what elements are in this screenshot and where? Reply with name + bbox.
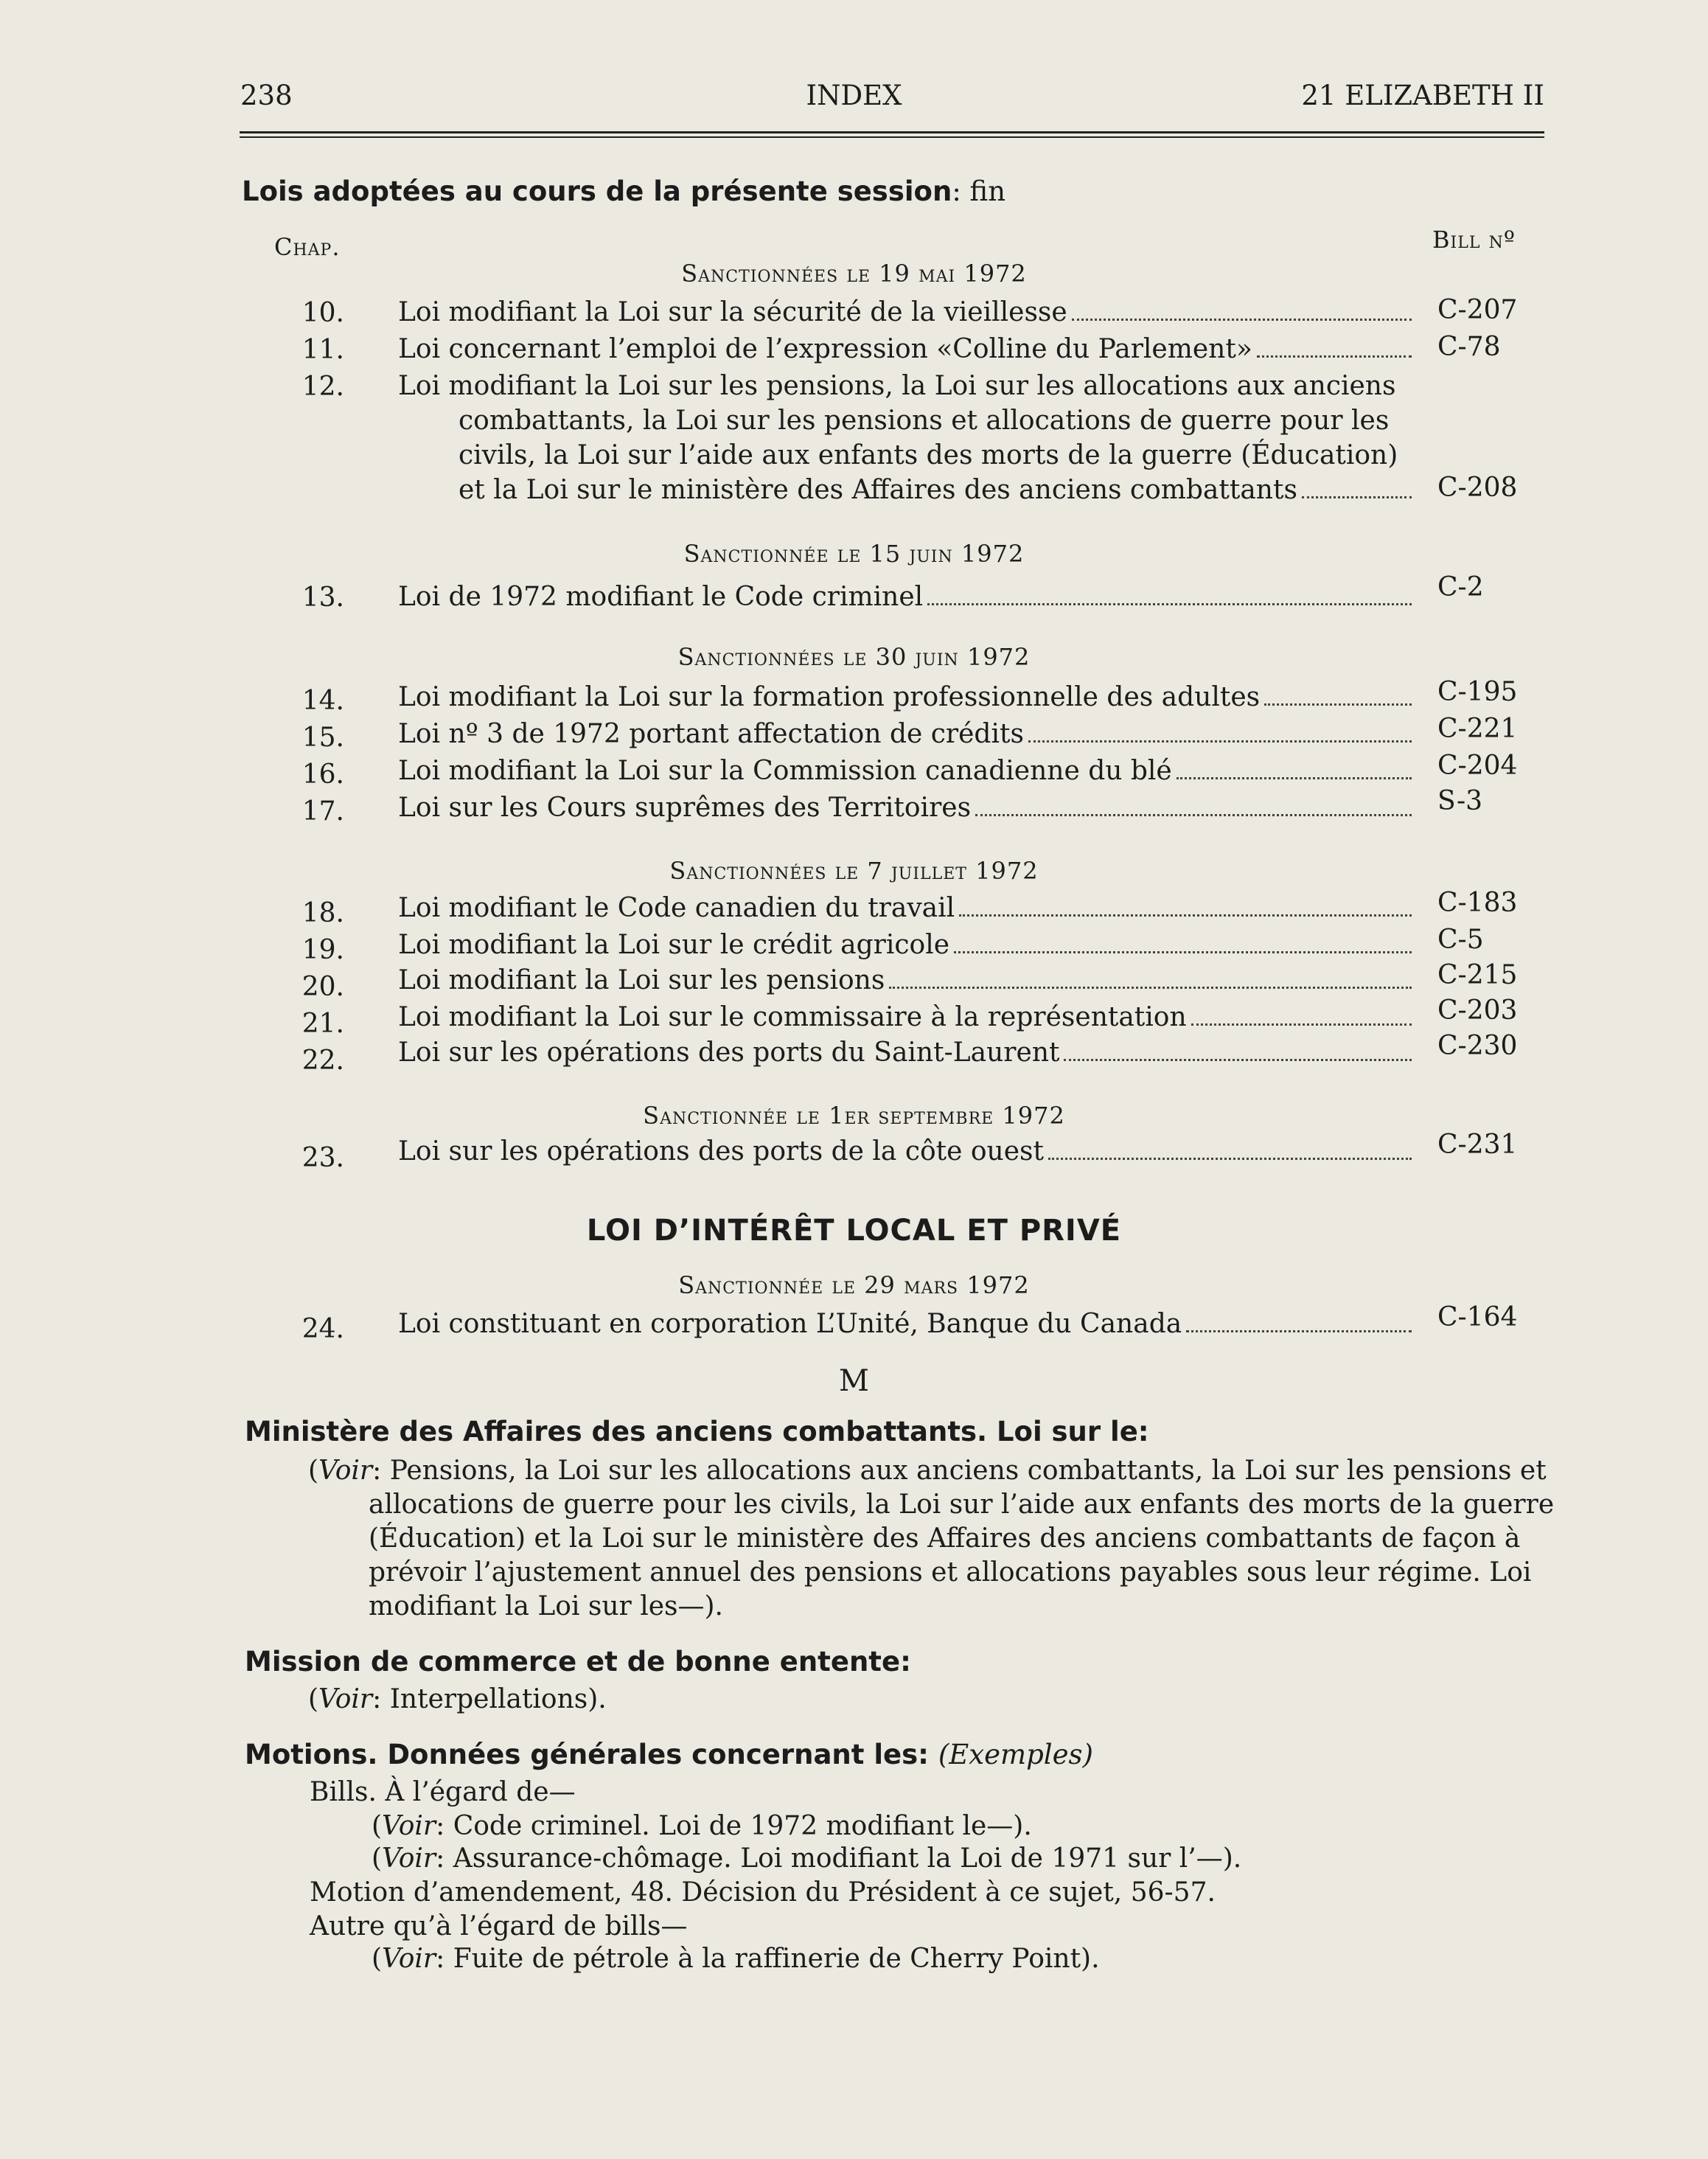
chapter-number: 21. bbox=[301, 1009, 344, 1039]
act-entry bbox=[398, 1000, 1419, 1035]
bill-number: C-215 bbox=[1437, 960, 1518, 990]
group-title: Sanctionnée le 29 mars 1972 bbox=[678, 1271, 1030, 1299]
voir-label: Voir bbox=[382, 1843, 436, 1874]
leader-dots bbox=[975, 814, 1412, 816]
leader-dots bbox=[1064, 1059, 1412, 1061]
reference-text: (Éducation) et la Loi sur le ministère des Affaires des anciens combattants de façon à bbox=[369, 1523, 1521, 1554]
act-title: Loi modifiant la Loi sur les pensions bbox=[398, 965, 885, 995]
chapter-number: 24. bbox=[301, 1314, 344, 1344]
bill-number: C-230 bbox=[1437, 1031, 1518, 1061]
bill-number: C-164 bbox=[1437, 1302, 1518, 1332]
leader-dots bbox=[1257, 355, 1412, 358]
act-title-line: combattants, la Loi sur les pensions et allocations de guerre pour les bbox=[459, 406, 1390, 436]
bill-number: C-195 bbox=[1437, 677, 1518, 707]
act-entry bbox=[398, 680, 1419, 715]
index-heading: Ministère des Affaires des anciens combattants. Loi sur le: bbox=[245, 1416, 1149, 1447]
chapter-number: 15. bbox=[301, 723, 344, 753]
leader-dots bbox=[889, 987, 1412, 989]
act-title: Loi sur les opérations des ports du Saint-Laurent bbox=[398, 1037, 1060, 1068]
section-heading-text: Lois adoptées au cours de la présente session bbox=[242, 175, 952, 207]
bill-number: C-207 bbox=[1437, 295, 1518, 325]
leader-dots bbox=[954, 951, 1412, 953]
page-number: 238 bbox=[240, 80, 293, 111]
act-entry bbox=[398, 332, 1419, 366]
act-entry bbox=[398, 717, 1419, 751]
leader-dots bbox=[1186, 1330, 1412, 1332]
reference-text: : Pensions, la Loi sur les allocations aux anciens combattants, la Loi sur les pensions et bbox=[372, 1456, 1547, 1486]
bill-number: C-5 bbox=[1437, 925, 1484, 955]
see-reference: (Voir: Assurance-chômage. Loi modifiant la Loi de 1971 sur l’—). bbox=[372, 1843, 1242, 1874]
index-heading bbox=[245, 1739, 1093, 1770]
act-entry bbox=[398, 891, 1419, 925]
chapter-number: 23. bbox=[301, 1143, 344, 1173]
act-entry bbox=[398, 928, 1419, 962]
act-entry bbox=[398, 369, 1419, 507]
section-heading bbox=[242, 175, 1005, 207]
chapter-number: 10. bbox=[301, 298, 344, 328]
column-header-bill: Bill nº bbox=[1432, 226, 1516, 254]
chapter-number: 22. bbox=[301, 1046, 344, 1076]
group-title: Sanctionnée le 1er septembre 1972 bbox=[643, 1102, 1065, 1130]
leader-dots bbox=[1028, 740, 1412, 743]
bill-number: C-231 bbox=[1437, 1130, 1518, 1160]
leader-dots bbox=[1048, 1158, 1412, 1160]
running-volume: 21 ELIZABETH II bbox=[1301, 80, 1544, 111]
leader-dots bbox=[927, 603, 1412, 605]
bill-number: C-183 bbox=[1437, 888, 1518, 918]
bill-number: C-221 bbox=[1437, 714, 1518, 744]
see-reference: (Voir: Pensions, la Loi sur les allocations aux anciens combattants, la Loi sur les pensions et allocations de guerre pour les civils, la Loi sur l’aide aux enfants des morts de la guerre (Éducation) et la Loi sur le ministère des Affaires des anciens combattants de façon à prévoir l’ajustement annuel des pensions et allocations payables sous leur régime. Loi modifiant la Loi sur les—). bbox=[308, 1454, 1561, 1624]
bill-number: C-208 bbox=[1437, 473, 1518, 503]
leader-dots bbox=[1264, 703, 1412, 706]
chapter-number: 19. bbox=[301, 935, 344, 965]
act-title-line: et la Loi sur le ministère des Affaires des anciens combattants bbox=[459, 475, 1297, 505]
motions-heading-text: Motions. Données générales concernant les: bbox=[245, 1739, 929, 1770]
chapter-number: 16. bbox=[301, 759, 344, 790]
act-entry bbox=[398, 790, 1419, 825]
act-title: Loi sur les Cours suprêmes des Territoires bbox=[398, 793, 972, 823]
act-title: Loi modifiant la Loi sur le commissaire à la représentation bbox=[398, 1002, 1187, 1032]
chapter-number: 20. bbox=[301, 972, 344, 1002]
act-title: Loi modifiant la Loi sur le crédit agricole bbox=[398, 930, 950, 960]
sub-entry: Autre qu’à l’égard de bills— bbox=[310, 1911, 688, 1941]
index-letter: M bbox=[839, 1364, 869, 1398]
voir-label: Voir bbox=[318, 1684, 373, 1714]
act-title: Loi sur les opérations des ports de la côte ouest bbox=[398, 1136, 1044, 1167]
act-title: Loi modifiant la Loi sur la formation professionnelle des adultes bbox=[398, 682, 1261, 712]
act-title: Loi de 1972 modifiant le Code criminel bbox=[398, 582, 924, 612]
bill-number: C-204 bbox=[1437, 751, 1518, 781]
reference-text: : Fuite de pétrole à la raffinerie de Cherry Point). bbox=[436, 1944, 1100, 1974]
act-entry bbox=[398, 1134, 1419, 1169]
sub-entry: Motion d’amendement, 48. Décision du Président à ce sujet, 56-57. bbox=[310, 1877, 1216, 1908]
leader-dots bbox=[1177, 777, 1412, 779]
chapter-number: 11. bbox=[301, 335, 344, 365]
group-title: Sanctionnée le 15 juin 1972 bbox=[683, 540, 1025, 568]
leader-dots bbox=[959, 914, 1412, 917]
bill-number: S-3 bbox=[1437, 786, 1483, 816]
voir-label: Voir bbox=[382, 1944, 436, 1974]
chapter-number: 17. bbox=[301, 796, 344, 827]
group-title: Sanctionnées le 30 juin 1972 bbox=[677, 643, 1031, 671]
voir-label: Voir bbox=[382, 1811, 436, 1841]
bill-number: C-203 bbox=[1437, 995, 1518, 1026]
chapter-number: 12. bbox=[301, 372, 344, 402]
motions-heading-suffix: (Exemples) bbox=[938, 1739, 1093, 1770]
section-heading-cont: : fin bbox=[952, 175, 1006, 207]
reference-text: : Assurance-chômage. Loi modifiant la Loi de 1971 sur l’—). bbox=[436, 1843, 1242, 1874]
bill-number: C-2 bbox=[1437, 572, 1484, 602]
index-heading: Mission de commerce et de bonne entente: bbox=[245, 1646, 911, 1678]
leader-dots bbox=[1191, 1023, 1412, 1026]
act-title: Loi concernant l’emploi de l’expression «Colline du Parlement» bbox=[398, 334, 1252, 364]
reference-text: prévoir l’ajustement annuel des pensions et allocations payables sous leur régime. Loi bbox=[369, 1557, 1532, 1588]
act-title: Loi modifiant le Code canadien du travail bbox=[398, 893, 955, 923]
reference-text: allocations de guerre pour les civils, la Loi sur l’aide aux enfants des morts de la guerre bbox=[369, 1489, 1555, 1520]
bill-number: C-78 bbox=[1437, 332, 1501, 362]
see-reference: (Voir: Fuite de pétrole à la raffinerie de Cherry Point). bbox=[372, 1944, 1100, 1974]
chapter-number: 14. bbox=[301, 686, 344, 716]
act-title: Loi modifiant la Loi sur la sécurité de la vieillesse bbox=[398, 297, 1067, 327]
group-title: Sanctionnées le 7 juillet 1972 bbox=[669, 857, 1039, 885]
local-private-title: LOI D’INTÉRÊT LOCAL ET PRIVÉ bbox=[586, 1214, 1122, 1248]
reference-text: modifiant la Loi sur les—). bbox=[369, 1591, 723, 1621]
act-entry bbox=[398, 754, 1419, 788]
act-title: Loi modifiant la Loi sur la Commission canadienne du blé bbox=[398, 756, 1172, 786]
reference-text: : Interpellations). bbox=[372, 1684, 607, 1714]
reference-text: : Code criminel. Loi de 1972 modifiant le—). bbox=[436, 1811, 1032, 1841]
chapter-number: 13. bbox=[301, 583, 344, 613]
column-header-chap: Chap. bbox=[274, 233, 341, 261]
leader-dots bbox=[1302, 496, 1412, 498]
see-reference: (Voir: Interpellations). bbox=[308, 1684, 607, 1714]
voir-label: Voir bbox=[318, 1456, 373, 1486]
act-entry bbox=[398, 963, 1419, 998]
act-title: Loi constituant en corporation L’Unité, Banque du Canada bbox=[398, 1309, 1182, 1339]
running-title: INDEX bbox=[806, 80, 902, 111]
header-rule-top bbox=[240, 131, 1544, 133]
act-entry bbox=[398, 580, 1419, 614]
act-entry bbox=[398, 295, 1419, 330]
act-title-line: civils, la Loi sur l’aide aux enfants des morts de la guerre (Éducation) bbox=[459, 440, 1398, 470]
act-entry bbox=[398, 1035, 1419, 1070]
header-rule-bottom bbox=[240, 136, 1544, 138]
see-reference: (Voir: Code criminel. Loi de 1972 modifiant le—). bbox=[372, 1811, 1032, 1841]
sub-entry: Bills. À l’égard de— bbox=[310, 1777, 576, 1807]
act-title-line: Loi modifiant la Loi sur les pensions, la Loi sur les allocations aux anciens bbox=[398, 371, 1396, 401]
act-title: Loi nº 3 de 1972 portant affectation de crédits bbox=[398, 719, 1024, 749]
chapter-number: 18. bbox=[301, 898, 344, 928]
leader-dots bbox=[1072, 319, 1412, 321]
act-entry bbox=[398, 1307, 1419, 1341]
group-title: Sanctionnées le 19 mai 1972 bbox=[681, 260, 1027, 288]
